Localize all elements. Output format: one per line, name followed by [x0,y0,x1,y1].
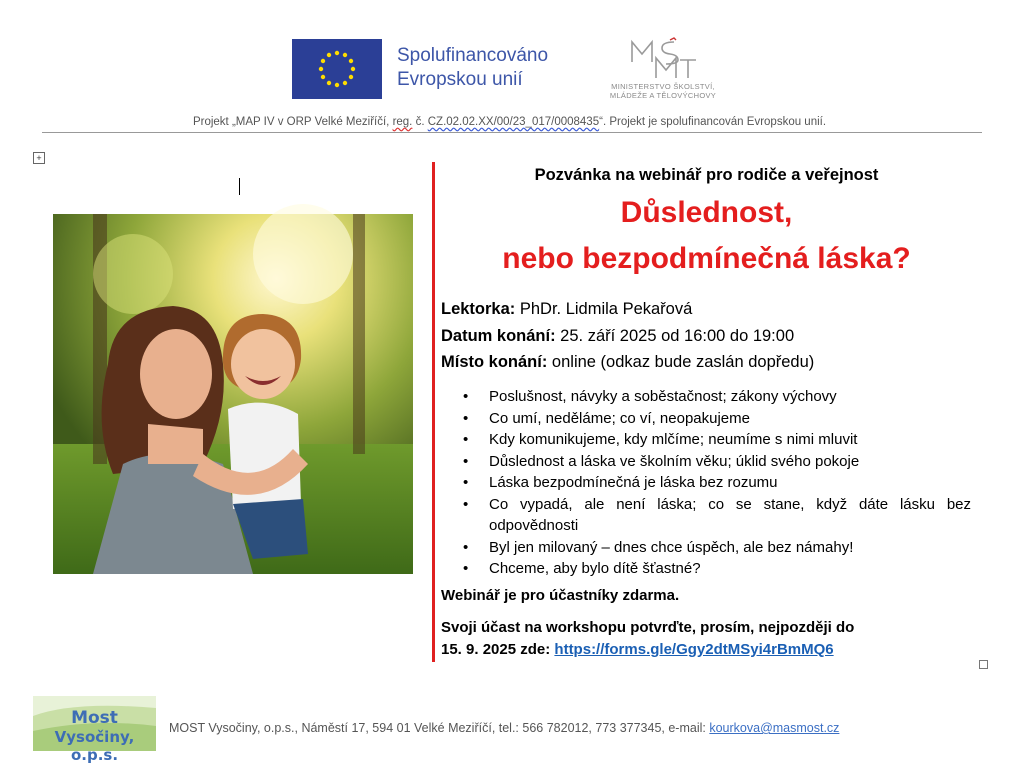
place-value: online (odkaz bude zaslán dopředu) [547,353,815,371]
eu-line-2: Evropskou unií [397,69,523,90]
project-reg: reg. [392,116,413,128]
eu-flag-logo [292,39,382,99]
bullet-icon: • [463,495,469,513]
date-info [441,327,794,346]
logo-line-1: Most [71,708,118,728]
header-divider [42,132,982,133]
bullet-icon: • [463,560,469,577]
bullet-icon: • [463,474,469,491]
list-item [463,386,971,408]
title-line-1: Důslednost, [620,196,793,229]
table-move-handle-icon[interactable]: + [33,152,45,164]
footer-email-link[interactable]: kourkova@masmost.cz [709,721,840,735]
project-suffix: “. Projekt je spolufinancován Evropskou unií. [599,116,827,128]
msmt-line-2: MLÁDEŽE A TĚLOVÝCHOVY [609,91,717,100]
lector-info [441,300,692,319]
topic-text: Poslušnost, návyky a soběstačnost; zákony výchovy [489,388,837,405]
free-note: Webinář je pro účastníky zdarma. [441,587,680,604]
list-item [463,472,971,494]
date-value: 25. září 2025 od 16:00 do 19:00 [555,327,795,345]
project-info-line [0,116,1019,128]
bullet-icon: • [463,388,469,405]
msmt-line-1: MINISTERSTVO ŠKOLSTVÍ, [611,82,715,91]
registration-link[interactable]: https://forms.gle/Ggy2dtMSyi4rBmMQ6 [554,641,834,658]
logo-line-2: Vysočiny, o.p.s. [54,728,135,764]
topic-text: Důslednost a láska ve školním věku; úklid svého pokoje [489,452,860,470]
eu-cofinanced-label [397,44,548,92]
eu-stars-icon [292,39,382,99]
bullet-icon: • [463,538,469,556]
list-item [463,494,971,537]
most-vysociny-logo [33,696,156,764]
photo-illustration [53,214,413,574]
accent-bar [432,162,435,662]
place-label: Místo konání: [441,353,548,371]
cell-end-marker [979,660,988,669]
lector-value: PhDr. Lidmila Pekařová [515,300,693,318]
topic-text: Co vypadá, ale není láska; co se stane, když dáte lásku bez odpovědnosti [489,495,971,534]
date-label: Datum konání: [441,327,556,345]
project-c: č. [412,116,428,128]
list-item [463,537,971,559]
topic-text: Byl jen milovaný – dnes chce úspěch, ale bez námahy! [489,538,854,556]
footer-address: MOST Vysočiny, o.p.s., Náměstí 17, 594 01 Velké Meziříčí, tel.: 566 782012, 773 377345, e-mail: [169,721,710,735]
bullet-icon: • [463,409,469,427]
list-item [463,451,971,473]
topics-list [463,386,971,580]
project-prefix: Projekt „MAP IV v ORP Velké Meziříčí, [192,116,393,128]
bullet-icon: • [463,431,469,448]
project-code: CZ.02.02.XX/00/23_017/0008435 [427,116,600,128]
invitation-subtitle: Pozvánka na webinář pro rodiče a veřejnost [534,166,879,184]
bullet-icon: • [463,452,469,470]
list-item [463,429,971,451]
topic-text: Kdy komunikujeme, kdy mlčíme; neumíme s nimi mluvit [489,431,858,448]
mother-child-photo [53,214,413,574]
place-info [441,353,814,372]
lector-label: Lektorka: [441,300,516,318]
title-line-2: nebo bezpodmínečná láska? [502,242,911,275]
text-cursor [239,178,240,195]
msmt-icon [628,38,698,80]
footer-contact [169,721,839,735]
confirm-line-2 [441,641,834,658]
topic-text: Co umí, neděláme; co ví, neopakujeme [489,409,750,427]
msmt-logo-mark [628,38,698,80]
list-item [463,408,971,430]
confirm-date: 15. 9. 2025 zde: [441,641,555,658]
topic-text: Chceme, aby bylo dítě šťastné? [489,560,701,577]
msmt-logo-text [598,82,728,100]
eu-line-1: Spolufinancováno [397,45,549,66]
list-item [463,558,971,580]
confirm-line-1: Svoji účast na workshopu potvrďte, prosím, nejpozději do [441,619,855,636]
topic-text: Láska bezpodmínečná je láska bez rozumu [489,474,778,491]
